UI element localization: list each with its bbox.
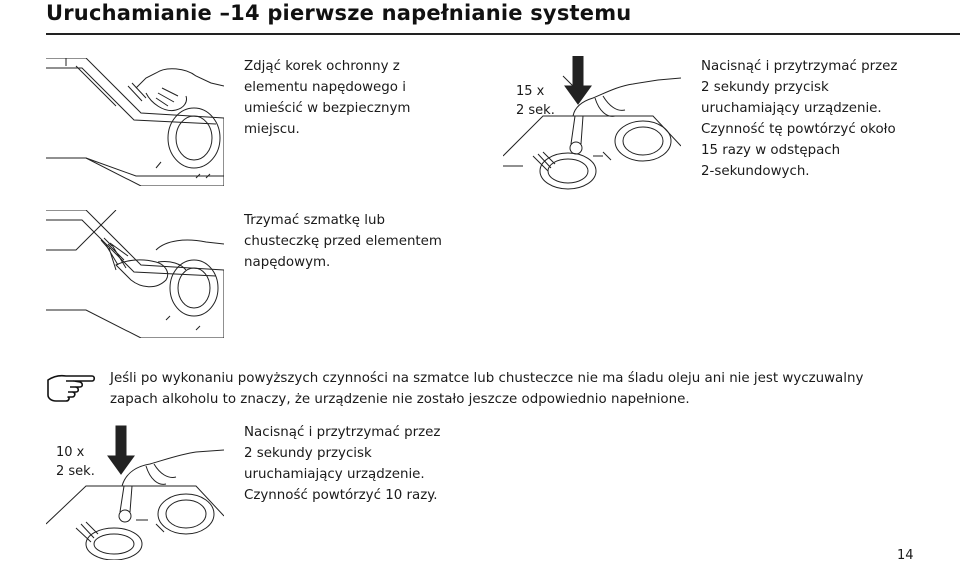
title-underline	[46, 33, 960, 35]
step-4-line: Nacisnąć i przytrzymać przez	[244, 425, 441, 440]
step-3-line: napędowym.	[244, 255, 331, 270]
note-line: zapach alkoholu to znaczy, że urządzenie nie zostało jeszcze odpowiednio napełnione.	[110, 392, 690, 407]
count-label-line: 2 sek.	[516, 103, 555, 118]
count-label-line: 10 x	[56, 445, 85, 460]
page-title: Uruchamianie –14 pierwsze napełnianie systemu	[46, 1, 632, 25]
step-2-line: uruchamiający urządzenie.	[701, 101, 882, 116]
note-line: Jeśli po wykonaniu powyższych czynności na szmatce lub chusteczce nie ma śladu oleju ani nie jest wyczuwalny	[110, 371, 864, 386]
step-1-line: miejscu.	[244, 122, 300, 137]
step-2-line: 15 razy w odstępach	[701, 143, 841, 158]
step-2-line: 2 sekundy przycisk	[701, 80, 829, 95]
step-3-text	[244, 210, 442, 273]
note-text	[110, 368, 910, 410]
step-2-count-label	[516, 82, 555, 120]
step-4-line: uruchamiający urządzenie.	[244, 467, 425, 482]
step-4-count-label	[56, 443, 95, 481]
press-button-illustration	[503, 56, 681, 196]
step-4-line: 2 sekundy przycisk	[244, 446, 372, 461]
step-3-line: Trzymać szmatkę lub	[244, 213, 385, 228]
remove-cap-illustration	[46, 58, 224, 186]
pointing-hand-icon	[46, 370, 96, 404]
step-2-line: Czynność tę powtórzyć około	[701, 122, 896, 137]
count-label-line: 15 x	[516, 84, 545, 99]
hold-cloth-illustration	[46, 210, 224, 338]
step-4-line: Czynność powtórzyć 10 razy.	[244, 488, 438, 503]
step-1-line: Zdjąć korek ochronny z	[244, 59, 400, 74]
step-3-line: chusteczkę przed elementem	[244, 234, 442, 249]
step-1-line: umieścić w bezpiecznym	[244, 101, 411, 116]
step-1-text	[244, 56, 410, 140]
page-number: 14	[897, 548, 914, 563]
step-2-text	[701, 56, 897, 182]
count-label-line: 2 sek.	[56, 464, 95, 479]
step-4-text	[244, 422, 440, 506]
step-2-line: Nacisnąć i przytrzymać przez	[701, 59, 898, 74]
step-2-line: 2-sekundowych.	[701, 164, 810, 179]
step-1-line: elementu napędowego i	[244, 80, 406, 95]
